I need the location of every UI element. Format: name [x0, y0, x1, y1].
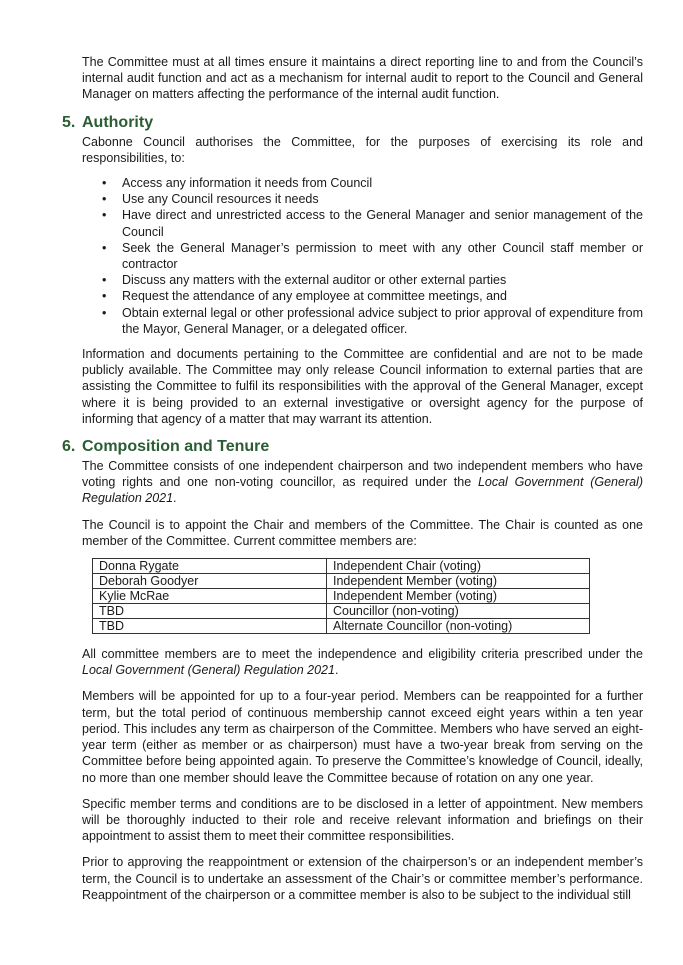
regulation-citation: Local Government (General) Regulation 2021	[82, 475, 644, 506]
member-role: Alternate Councillor (non-voting)	[327, 619, 590, 634]
section-6-title: Composition and Tenure	[82, 438, 270, 456]
member-name: TBD	[93, 619, 327, 634]
member-name: Kylie McRae	[93, 589, 327, 604]
list-item: • Seek the General Manager’s permission to meet with any other Council staff member or contractor	[82, 240, 643, 272]
list-item: • Discuss any matters with the external auditor or other external parties	[82, 272, 643, 288]
section-5-heading	[62, 113, 643, 133]
table-row	[93, 574, 590, 589]
list-item: • Have direct and unrestricted access to the General Manager and senior management of the Council	[82, 207, 643, 239]
section-5-title: Authority	[82, 113, 154, 131]
paragraph-text: The Committee consists of one independent chairperson and two independent members who have voting rights and one non-voting councillor, as required under the	[82, 459, 643, 490]
table-row	[93, 589, 590, 604]
section-5-closing: Information and documents pertaining to the Committee are confidential and are not to be made publicly available. The Committee may only release Council information to external parties that are assisting the Committee to fulfil its responsibilities with the approval of the General Manager, except where it is being provided to an external investigative or oversight agency for the purpose of informing that agency of a matter that may warrant its attention.	[82, 347, 643, 426]
member-role: Independent Chair (voting)	[327, 559, 590, 574]
paragraph-end: .	[334, 663, 339, 678]
member-role: Independent Member (voting)	[327, 574, 590, 589]
paragraph-end: .	[173, 491, 177, 506]
member-role: Independent Member (voting)	[327, 589, 590, 604]
table-row	[93, 619, 590, 634]
list-item: • Use any Council resources it needs	[82, 191, 643, 207]
section-5-number: 5.	[62, 113, 76, 131]
paragraph-text: All committee members are to meet the independence and eligibility criteria prescribed under the	[82, 647, 643, 662]
list-item: • Request the attendance of any employee at committee meetings, and	[82, 288, 643, 304]
member-name: Deborah Goodyer	[93, 574, 327, 589]
section-6-heading	[62, 437, 643, 457]
member-name: Donna Rygate	[93, 559, 327, 574]
section-6-paragraph-3	[82, 646, 643, 678]
members-table	[92, 558, 590, 634]
list-item: • Access any information it needs from Council	[82, 175, 643, 191]
section-6-paragraph-1	[82, 458, 643, 507]
member-name: TBD	[93, 604, 327, 619]
section-6-number: 6.	[62, 438, 76, 456]
list-item: • Obtain external legal or other professional advice subject to prior approval of expenditure from the Mayor, General Manager, or a delegated officer.	[82, 305, 643, 337]
table-row	[93, 559, 590, 574]
section-6-paragraph-6: Prior to approving the reappointment or extension of the chairperson’s or an independent member’s term, the Council is to undertake an assessment of the Chair’s or committee member’s performance. Reappointment of the chairperson or a committee member is also to be subject to the individual still	[82, 855, 643, 902]
authority-list	[82, 175, 643, 337]
regulation-citation: Local Government (General) Regulation 2021	[82, 663, 335, 678]
section-6-paragraph-5: Specific member terms and conditions are to be disclosed in a letter of appointment. New members will be thoroughly inducted to their role and receive relevant information and briefings on their appointment to assist them to meet their committee responsibilities.	[82, 796, 643, 844]
section-5-lead: Cabonne Council authorises the Committee, for the purposes of exercising its role and responsibilities, to:	[82, 134, 643, 165]
section-6-paragraph-4: Members will be appointed for up to a four-year period. Members can be reappointed for a further term, but the total period of continuous membership cannot exceed eight years within a ten year period. This includes any term as chairperson of the Committee. Members who have served an eight-year term (either as member or as chairperson) must have a two-year break from serving on the Committee before being appointed again. To preserve the Committee’s knowledge of Council, ideally, no more than one member should leave the Committee because of rotation on any one year.	[82, 689, 643, 785]
member-role: Councillor (non-voting)	[327, 604, 590, 619]
intro-paragraph: The Committee must at all times ensure it maintains a direct reporting line to and from the Council’s internal audit function and act as a mechanism for internal audit to report to the Council and General Manager on matters affecting the performance of the internal audit function.	[82, 55, 643, 102]
section-6-paragraph-2: The Council is to appoint the Chair and members of the Committee. The Chair is counted as one member of the Committee. Current committee members are:	[82, 517, 643, 548]
table-row	[93, 604, 590, 619]
